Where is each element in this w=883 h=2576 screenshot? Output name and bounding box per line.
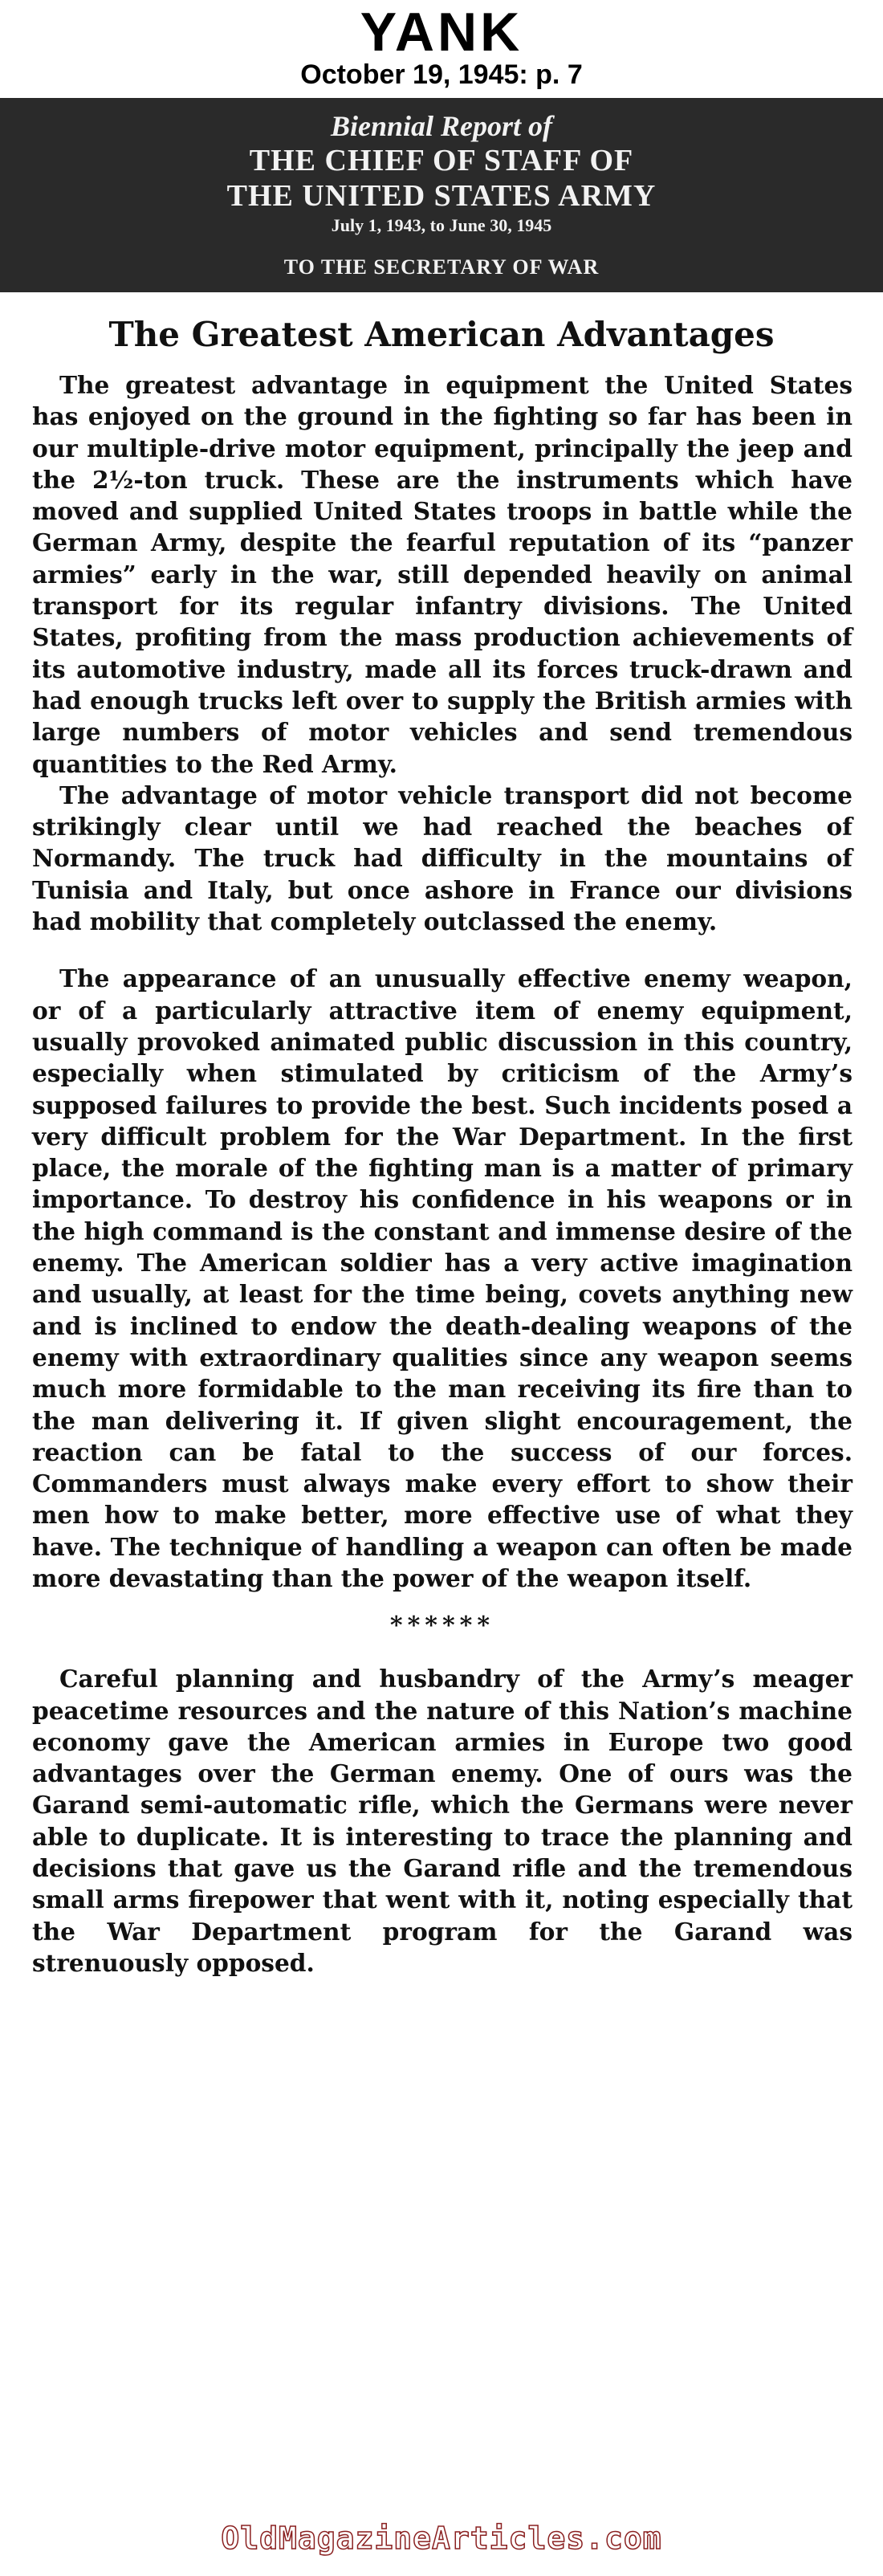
paragraph-4: Careful planning and husbandry of the Army’s meager peacetime resources and the nature of this Nation’s machine economy gave the American armies in Europe two good advantages over the German enemy. One of ours was the Garand semi-automatic rifle, which the Germans were never able to duplicate. It is interesting to trace the planning and decisions that gave us the Garand rifle and the tremendous small arms firepower that went with it, noting especially that the War Department program for the Garand was strenuously opposed.	[32, 1665, 852, 1977]
paragraph-1: The greatest advantage in equipment the United States has enjoyed on the ground in the fighting so far has been in our multiple-drive motor equipment, principally the jeep and the 2½-ton truck. These are the instruments which have moved and supplied United States troops in battle while the German Army, despite the fearful reputation of its “panzer armies” early in the war, still depended heavily on animal transport for its regular infantry divisions. The United States, profiting from the mass production achievements of its automotive industry, made all its forces truck-drawn and had enough trucks left over to supply the British armies with large numbers of motor vehicles and send tremendous quantities to the Red Army.	[32, 371, 852, 778]
paragraph-gap	[32, 937, 852, 963]
banner-date-range: July 1, 1943, to June 30, 1945	[331, 215, 552, 235]
report-banner	[0, 98, 883, 292]
paragraph-2: The advantage of motor vehicle transport did not become strikingly clear until we had reached the beaches of Normandy. The truck had difficulty in the mountains of Tunisia and Italy, but once ashore in France our divisions had mobility that completely outclassed the enemy.	[32, 781, 852, 936]
article-headline: The Greatest American Advantages	[108, 315, 775, 354]
article-body	[32, 369, 852, 1979]
site-watermark: OldMagazineArticles.com	[221, 2521, 662, 2556]
issue-date: October 19, 1945: p. 7	[300, 59, 583, 90]
banner-recipient: TO THE SECRETARY OF WAR	[283, 255, 600, 279]
section-separator: ******	[389, 1612, 495, 1641]
banner-title-line-2: THE UNITED STATES ARMY	[226, 179, 657, 213]
masthead	[0, 2, 883, 90]
banner-subtitle: Biennial Report of	[330, 110, 553, 142]
paragraph-3: The appearance of an unusually effective enemy weapon, or of a particularly attractive item of enemy equipment, usually provoked animated public discussion in this country, especially when stimulated by criticism of the Army’s supposed failures to provide the best. Such incidents posed a very difficult problem for the War Department. In the first place, the morale of the fighting man is a matter of primary importance. To destroy his confidence in his weapons or in the high command is the constant and immense desire of the enemy. The American soldier has a very active imagination and usually, at least for the time being, covets anything new and is inclined to endow the death-dealing weapons of the enemy with extraordinary qualities since any weapon seems much more formidable to the man receiving its fire than to the man delivering it. If given slight encouragement, the reaction can be fatal to the success of our forces. Commanders must always make every effort to show their men how to make better, more effective use of what they have. The technique of handling a weapon can often be made more devastating than the power of the weapon itself.	[32, 964, 852, 1592]
banner-title-line-1: THE CHIEF OF STAFF OF	[249, 144, 634, 177]
magazine-title: YANK	[360, 2, 523, 63]
